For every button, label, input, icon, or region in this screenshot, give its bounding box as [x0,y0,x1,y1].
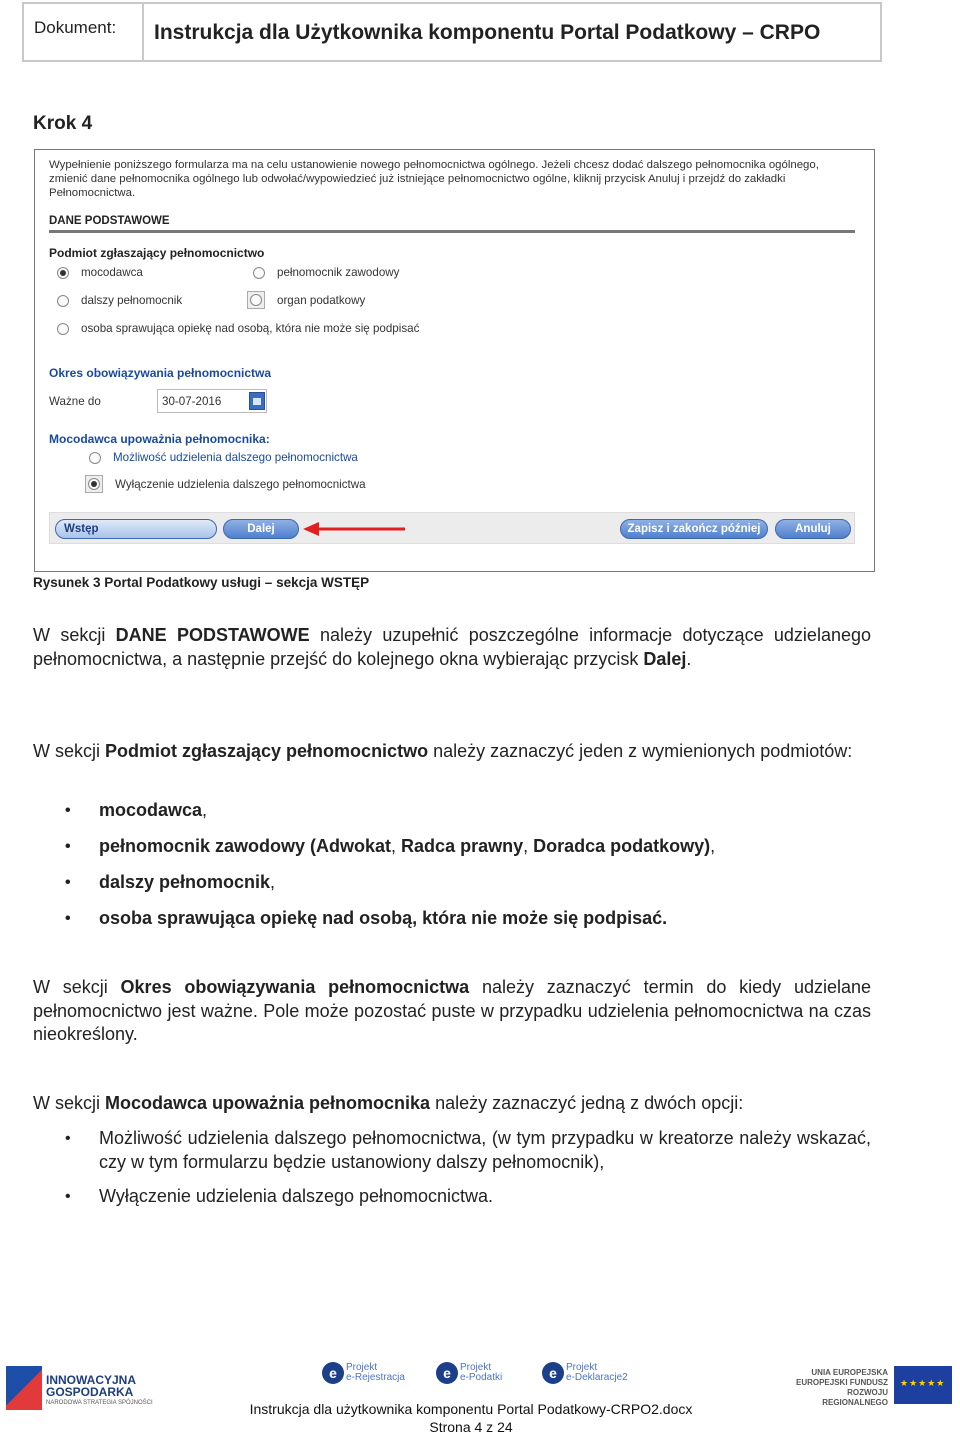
radio-label: osoba sprawująca opiekę nad osobą, która nie może się podpisać [81,322,420,335]
document-title: Instrukcja dla Użytkownika komponentu Portal Podatkowy – CRPO [154,21,821,44]
bold-term: Podmiot zgłaszający pełnomocnictwo [105,741,429,761]
footer-text [236,1400,706,1436]
text: należy zaznaczyć jedną z dwóch opcji: [430,1093,744,1113]
text: W sekcji [33,1093,105,1113]
eu-fund-logo [786,1366,954,1406]
e-logo-icon: e [436,1362,458,1384]
radio-mocodawca[interactable] [57,266,143,279]
bold-term: Mocodawca upoważnia pełnomocnika [105,1093,431,1113]
footer-doc-name: Instrukcja dla użytkownika komponentu Portal Podatkowy-CRPO2.docx [249,1401,693,1417]
eu-flag-icon [894,1366,952,1404]
radio-label: organ podatkowy [277,293,366,307]
bold-term: Okres obowiązywania pełnomocnictwa [120,977,470,997]
logo-text: EUROPEJSKI FUNDUSZ [795,1378,888,1387]
radio-mozliwosc-dalszego[interactable] [89,451,358,464]
radio-label: dalszy pełnomocnik [81,294,183,307]
red-arrow-annotation [303,520,407,538]
logo-text: e-Podatki [460,1372,503,1383]
text: W sekcji [33,977,121,997]
paragraph-podmiot [33,740,871,764]
text: należy zaznaczyć jeden z wymienionych podmiotów: [428,741,853,761]
e-podatki-logo [436,1362,502,1384]
radio-icon [57,323,69,335]
list-item: • dalszy pełnomocnik, [33,871,871,895]
list-item: • Możliwość udzielenia dalszego pełnomocnictwa, (w tym przypadku w kreatorze należy wskazać, czy w tym formularzu będzie ustanowiony dalszy pełnomocnik), [33,1127,871,1174]
text: W sekcji [33,625,116,645]
radio-icon [57,295,69,307]
text: należy uzupełnić poszczególne informacje dotyczące udzielanego pełnomocnictwa, a następnie przejść do kolejnego okna wybierając przycisk [33,625,871,669]
text: należy zaznaczyć termin do kiedy udzielane pełnomocnictwo jest ważne. Pole może pozostać puste w przypadku udzielenia pełnomocnictwa na czas nieokreślony. [33,977,872,1044]
radio-osoba-opiekujaca[interactable] [57,322,419,335]
logo-text: ROZWOJU REGIONALNEGO [822,1388,888,1407]
e-deklaracje-logo [542,1362,628,1384]
innowacyjna-gospodarka-logo [6,1362,156,1414]
radio-icon [250,294,262,306]
list-item: • Wyłączenie udzielenia dalszego pełnomocnictwa. [33,1185,871,1209]
logo-text: INNOWACYJNA [46,1373,137,1387]
radio-label: Możliwość udzielenia dalszego pełnomocnictwa [113,451,358,464]
wazne-do-input[interactable]: 30-07-2016 [157,389,267,413]
podmiot-list [33,799,871,943]
logo-text: Projekt [346,1362,378,1373]
e-logo-icon: e [322,1362,344,1384]
radio-dalszy-pelnomocnik[interactable] [57,294,182,307]
paragraph-upowaznia [33,1092,871,1116]
okres-title: Okres obowiązywania pełnomocnictwa [49,366,272,380]
bold-term: DANE PODSTAWOWE [115,625,310,645]
bold-term: Dalej [643,648,687,669]
logo-text: Projekt [566,1362,598,1373]
form-intro-text: Wypełnienie poniższego formularza ma na celu ustanowienie nowego pełnomocnictwa ogólnego. Jeżeli chcesz dodać dalszego pełnomocnika ogólnego, zmienić dane pełnomocnika ogólnego lub odwołać/wypowiedzieć już istniejące pełnomocnictwo ogólne, kliknij przycisk Anuluj i przejdź do zakładki Pełnomocnictwa. [49,159,819,199]
anuluj-button[interactable]: Anuluj [775,519,851,539]
step-heading: Krok 4 [33,113,93,134]
wazne-do-label: Ważne do [49,395,101,408]
radio-pelnomocnik-zawodowy[interactable] [253,266,399,279]
logo-text: UNIA EUROPEJSKA [811,1368,888,1377]
calendar-icon[interactable] [249,392,265,410]
radio-organ-podatkowy[interactable] [247,291,365,309]
list-item: • mocodawca, [33,799,871,823]
ig-flag-icon [6,1366,42,1410]
wstep-button[interactable]: Wstęp [55,519,217,539]
text: . [686,648,692,669]
radio-label: mocodawca [81,266,143,279]
list-item: • pełnomocnik zawodowy (Adwokat, Radca prawny, Doradca podatkowy), [33,835,871,859]
upowaznia-title: Mocodawca upoważnia pełnomocnika: [49,432,270,446]
e-logo-icon: e [542,1362,564,1384]
radio-icon [88,478,100,490]
zapisz-button[interactable]: Zapisz i zakończ później [620,519,768,539]
document-label: Dokument: [24,4,144,60]
radio-focus-box [247,291,265,309]
upowaznia-list [33,1127,871,1220]
e-rejestracja-logo [322,1362,405,1384]
radio-label: Wyłączenie udzielenia dalszego pełnomocnictwa [115,477,366,491]
footer-page-number: Strona 4 z 24 [429,1419,513,1435]
radio-focus-box [85,475,103,493]
logo-text: e-Rejestracja [346,1372,405,1383]
paragraph-okres [33,976,871,1047]
text: W sekcji [33,741,105,761]
paragraph-dane-podstawowe [33,624,871,671]
section-title: DANE PODSTAWOWE [49,215,170,227]
radio-icon [253,267,265,279]
radio-label: pełnomocnik zawodowy [277,266,400,279]
document-header [22,2,882,62]
form-screenshot [34,149,875,572]
logo-text: e-Deklaracje2 [566,1372,628,1383]
podmiot-title: Podmiot zgłaszający pełnomocnictwo [49,246,265,260]
section-divider [49,230,855,233]
dalej-button[interactable]: Dalej [223,519,299,539]
figure-caption: Rysunek 3 Portal Podatkowy usługi – sekcja WSTĘP [33,575,370,590]
list-item: • osoba sprawująca opiekę nad osobą, która nie może się podpisać. [33,907,871,931]
logo-text: Projekt [460,1362,492,1373]
logo-subtext: NARODOWA STRATEGIA SPÓJNOŚCI [46,1400,153,1406]
logo-text: GOSPODARKA [46,1385,134,1399]
radio-wylaczenie-dalszego[interactable] [85,475,366,493]
radio-icon [89,452,101,464]
radio-icon [57,267,69,279]
